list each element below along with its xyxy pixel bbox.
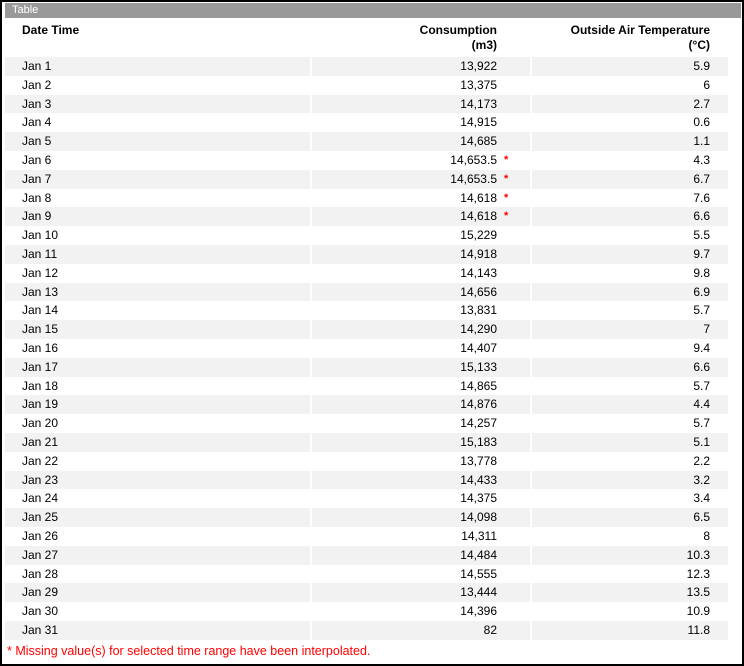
col-header-consumption-unit: (m3) (471, 38, 497, 52)
interpolated-asterisk (497, 301, 530, 320)
table-row (5, 113, 742, 132)
interpolated-asterisk: * (504, 153, 509, 166)
consumption-value: 14,098 (460, 510, 497, 525)
table-row (5, 508, 742, 527)
date-cell: Jan 12 (22, 265, 59, 280)
panel-titlebar (5, 3, 741, 18)
temperature-cell: 5.9 (532, 57, 728, 76)
temperature-cell: 2.7 (532, 95, 728, 114)
date-cell: Jan 8 (22, 190, 52, 205)
temperature-cell: 4.4 (532, 395, 728, 414)
table-row (5, 621, 742, 640)
table-row (5, 452, 742, 471)
interpolated-asterisk: * (504, 210, 509, 223)
date-cell: Jan 17 (5, 358, 310, 377)
temperature-cell: 5.7 (693, 303, 710, 318)
consumption-cell (312, 207, 530, 226)
table-row (5, 226, 742, 245)
consumption-cell (312, 76, 530, 95)
consumption-cell (312, 621, 530, 640)
consumption-cell (312, 113, 530, 132)
interpolated-asterisk (497, 358, 530, 377)
consumption-value: 15,229 (460, 228, 497, 243)
table-row (5, 546, 742, 565)
consumption-cell (312, 527, 530, 546)
interpolated-asterisk (497, 452, 530, 471)
table-row (5, 433, 742, 452)
table-row (5, 57, 742, 76)
date-cell: Jan 29 (5, 583, 310, 602)
table-row (5, 377, 742, 396)
consumption-cell (312, 452, 530, 471)
table-row (5, 471, 742, 490)
consumption-cell (312, 508, 530, 527)
consumption-value: 13,444 (460, 585, 497, 600)
interpolated-asterisk (497, 395, 530, 414)
col-header-consumption-label: Consumption (419, 23, 497, 37)
consumption-value: 14,433 (460, 472, 497, 487)
temperature-cell: 7.6 (693, 190, 710, 205)
interpolated-asterisk (497, 132, 530, 151)
interpolated-asterisk (497, 95, 530, 114)
consumption-cell (312, 414, 530, 433)
consumption-value: 14,653.5 (450, 171, 497, 186)
consumption-value: 14,618 (460, 190, 497, 205)
interpolated-asterisk (497, 433, 530, 452)
table-row (5, 245, 742, 264)
interpolated-asterisk (497, 113, 530, 132)
interpolated-asterisk (497, 339, 530, 358)
date-cell: Jan 4 (22, 115, 52, 130)
temperature-cell: 9.7 (532, 245, 728, 264)
consumption-cell (312, 565, 530, 584)
interpolated-asterisk (497, 245, 530, 264)
consumption-value: 14,290 (460, 322, 497, 337)
date-cell: Jan 14 (22, 303, 59, 318)
temperature-cell: 5.7 (693, 378, 710, 393)
date-cell: Jan 18 (22, 378, 59, 393)
col-header-temperature (532, 23, 728, 53)
consumption-value: 14,618 (460, 209, 497, 224)
interpolated-asterisk (497, 583, 530, 602)
interpolated-asterisk (497, 471, 530, 490)
consumption-value: 14,375 (460, 491, 497, 506)
consumption-cell (312, 358, 530, 377)
temperature-cell: 5.7 (693, 416, 710, 431)
consumption-cell (312, 226, 530, 245)
consumption-cell (312, 170, 530, 189)
col-header-datetime: Date Time (22, 23, 80, 37)
temperature-cell: 10.9 (686, 604, 710, 619)
consumption-value: 14,257 (460, 416, 497, 431)
temperature-cell: 6 (703, 77, 710, 92)
date-cell: Jan 9 (5, 207, 310, 226)
table-row (5, 358, 742, 377)
consumption-value: 14,173 (460, 96, 497, 111)
col-header-consumption (312, 23, 530, 53)
date-cell: Jan 20 (22, 416, 59, 431)
date-cell: Jan 15 (5, 320, 310, 339)
date-cell: Jan 23 (5, 471, 310, 490)
temperature-cell: 3.2 (532, 471, 728, 490)
interpolated-asterisk (497, 565, 530, 584)
table-row (5, 264, 742, 283)
consumption-value: 14,396 (460, 604, 497, 619)
table-row (5, 414, 742, 433)
table-row (5, 395, 742, 414)
consumption-value: 14,555 (460, 566, 497, 581)
consumption-value: 14,685 (460, 134, 497, 149)
consumption-cell (312, 602, 530, 621)
interpolated-asterisk (497, 320, 530, 339)
temperature-cell: 10.3 (532, 546, 728, 565)
temperature-cell: 11.8 (532, 621, 728, 640)
date-cell: Jan 24 (22, 491, 59, 506)
panel-title: Table (12, 4, 39, 16)
consumption-value: 13,375 (460, 77, 497, 92)
temperature-cell: 6.6 (532, 207, 728, 226)
table-row (5, 170, 742, 189)
consumption-cell (312, 264, 530, 283)
table-row (5, 95, 742, 114)
temperature-cell: 4.3 (693, 152, 710, 167)
temperature-cell: 12.3 (686, 566, 710, 581)
col-header-temperature-label: Outside Air Temperature (570, 23, 710, 37)
table-row (5, 207, 742, 226)
date-cell: Jan 31 (5, 621, 310, 640)
interpolated-asterisk (497, 283, 530, 302)
interpolated-asterisk (497, 226, 530, 245)
table-row (5, 76, 742, 95)
temperature-cell: 6.6 (532, 358, 728, 377)
date-cell: Jan 30 (22, 604, 59, 619)
consumption-cell (312, 320, 530, 339)
consumption-value: 14,143 (460, 265, 497, 280)
temperature-cell: 0.6 (693, 115, 710, 130)
interpolated-asterisk (497, 489, 530, 508)
consumption-cell (312, 377, 530, 396)
date-cell: Jan 13 (5, 283, 310, 302)
interpolated-asterisk (497, 602, 530, 621)
consumption-cell (312, 132, 530, 151)
temperature-cell: 6.5 (532, 508, 728, 527)
consumption-value: 14,484 (460, 547, 497, 562)
table-row (5, 132, 742, 151)
interpolated-asterisk (497, 527, 530, 546)
consumption-cell (312, 151, 530, 170)
col-header-temperature-unit: (°C) (688, 38, 710, 52)
date-cell: Jan 27 (5, 546, 310, 565)
interpolated-asterisk (497, 377, 530, 396)
consumption-cell (312, 245, 530, 264)
table-row (5, 283, 742, 302)
interpolated-asterisk: * (504, 172, 509, 185)
table-row (5, 189, 742, 208)
table-row (5, 301, 742, 320)
interpolated-asterisk (497, 546, 530, 565)
temperature-cell: 7 (532, 320, 728, 339)
date-cell: Jan 21 (5, 433, 310, 452)
consumption-cell (312, 189, 530, 208)
consumption-value: 13,778 (460, 453, 497, 468)
consumption-cell (312, 283, 530, 302)
consumption-value: 13,922 (460, 59, 497, 73)
table-row (5, 320, 742, 339)
date-cell: Jan 22 (22, 453, 59, 468)
consumption-value: 15,133 (460, 359, 497, 374)
consumption-value: 14,918 (460, 246, 497, 261)
table-row (5, 602, 742, 621)
temperature-cell: 3.4 (693, 491, 710, 506)
consumption-cell (312, 95, 530, 114)
temperature-cell: 13.5 (532, 583, 728, 602)
date-cell: Jan 25 (5, 508, 310, 527)
date-cell: Jan 28 (22, 566, 59, 581)
consumption-cell (312, 395, 530, 414)
consumption-value: 82 (483, 622, 497, 637)
date-cell: Jan 6 (22, 152, 52, 167)
interpolated-asterisk (497, 264, 530, 283)
consumption-cell (312, 489, 530, 508)
consumption-cell (312, 471, 530, 490)
interpolation-footnote: * Missing value(s) for selected time range have been interpolated. (7, 643, 371, 658)
consumption-cell (312, 546, 530, 565)
temperature-cell: 1.1 (532, 132, 728, 151)
interpolated-asterisk (497, 508, 530, 527)
temperature-cell: 8 (703, 528, 710, 543)
date-cell: Jan 16 (22, 340, 59, 355)
temperature-cell: 9.4 (693, 340, 710, 355)
table-row (5, 565, 742, 584)
date-cell: Jan 19 (5, 395, 310, 414)
consumption-value: 14,653.5 (450, 152, 497, 167)
consumption-value: 14,876 (460, 397, 497, 412)
table-header (5, 18, 742, 57)
interpolated-asterisk: * (504, 191, 509, 204)
date-cell: Jan 7 (5, 170, 310, 189)
date-cell: Jan 1 (5, 57, 310, 76)
table-row (5, 583, 742, 602)
table-row (5, 527, 742, 546)
consumption-value: 14,865 (460, 378, 497, 393)
temperature-cell: 9.8 (693, 265, 710, 280)
consumption-cell (312, 57, 530, 76)
interpolated-asterisk (497, 76, 530, 95)
date-cell: Jan 10 (22, 228, 59, 243)
consumption-value: 14,311 (461, 528, 497, 543)
table-row (5, 489, 742, 508)
date-cell: Jan 11 (5, 245, 310, 264)
temperature-cell: 5.5 (693, 228, 710, 243)
temperature-cell: 2.2 (693, 453, 710, 468)
temperature-cell: 6.7 (532, 170, 728, 189)
interpolated-asterisk (497, 621, 530, 640)
table-row (5, 151, 742, 170)
temperature-cell: 6.9 (532, 283, 728, 302)
interpolated-asterisk (497, 414, 530, 433)
table-row (5, 339, 742, 358)
date-cell: Jan 26 (22, 528, 59, 543)
consumption-cell (312, 583, 530, 602)
date-cell: Jan 5 (5, 132, 310, 151)
consumption-cell (312, 433, 530, 452)
consumption-value: 14,915 (460, 115, 497, 130)
table-body (5, 57, 742, 640)
consumption-value: 14,656 (460, 284, 497, 299)
temperature-cell: 5.1 (532, 433, 728, 452)
consumption-cell (312, 301, 530, 320)
consumption-value: 14,407 (460, 340, 497, 355)
consumption-value: 15,183 (460, 434, 497, 449)
date-cell: Jan 3 (5, 95, 310, 114)
consumption-cell (312, 339, 530, 358)
date-cell: Jan 2 (22, 77, 52, 92)
interpolated-asterisk (497, 57, 530, 76)
consumption-value: 13,831 (460, 303, 497, 318)
